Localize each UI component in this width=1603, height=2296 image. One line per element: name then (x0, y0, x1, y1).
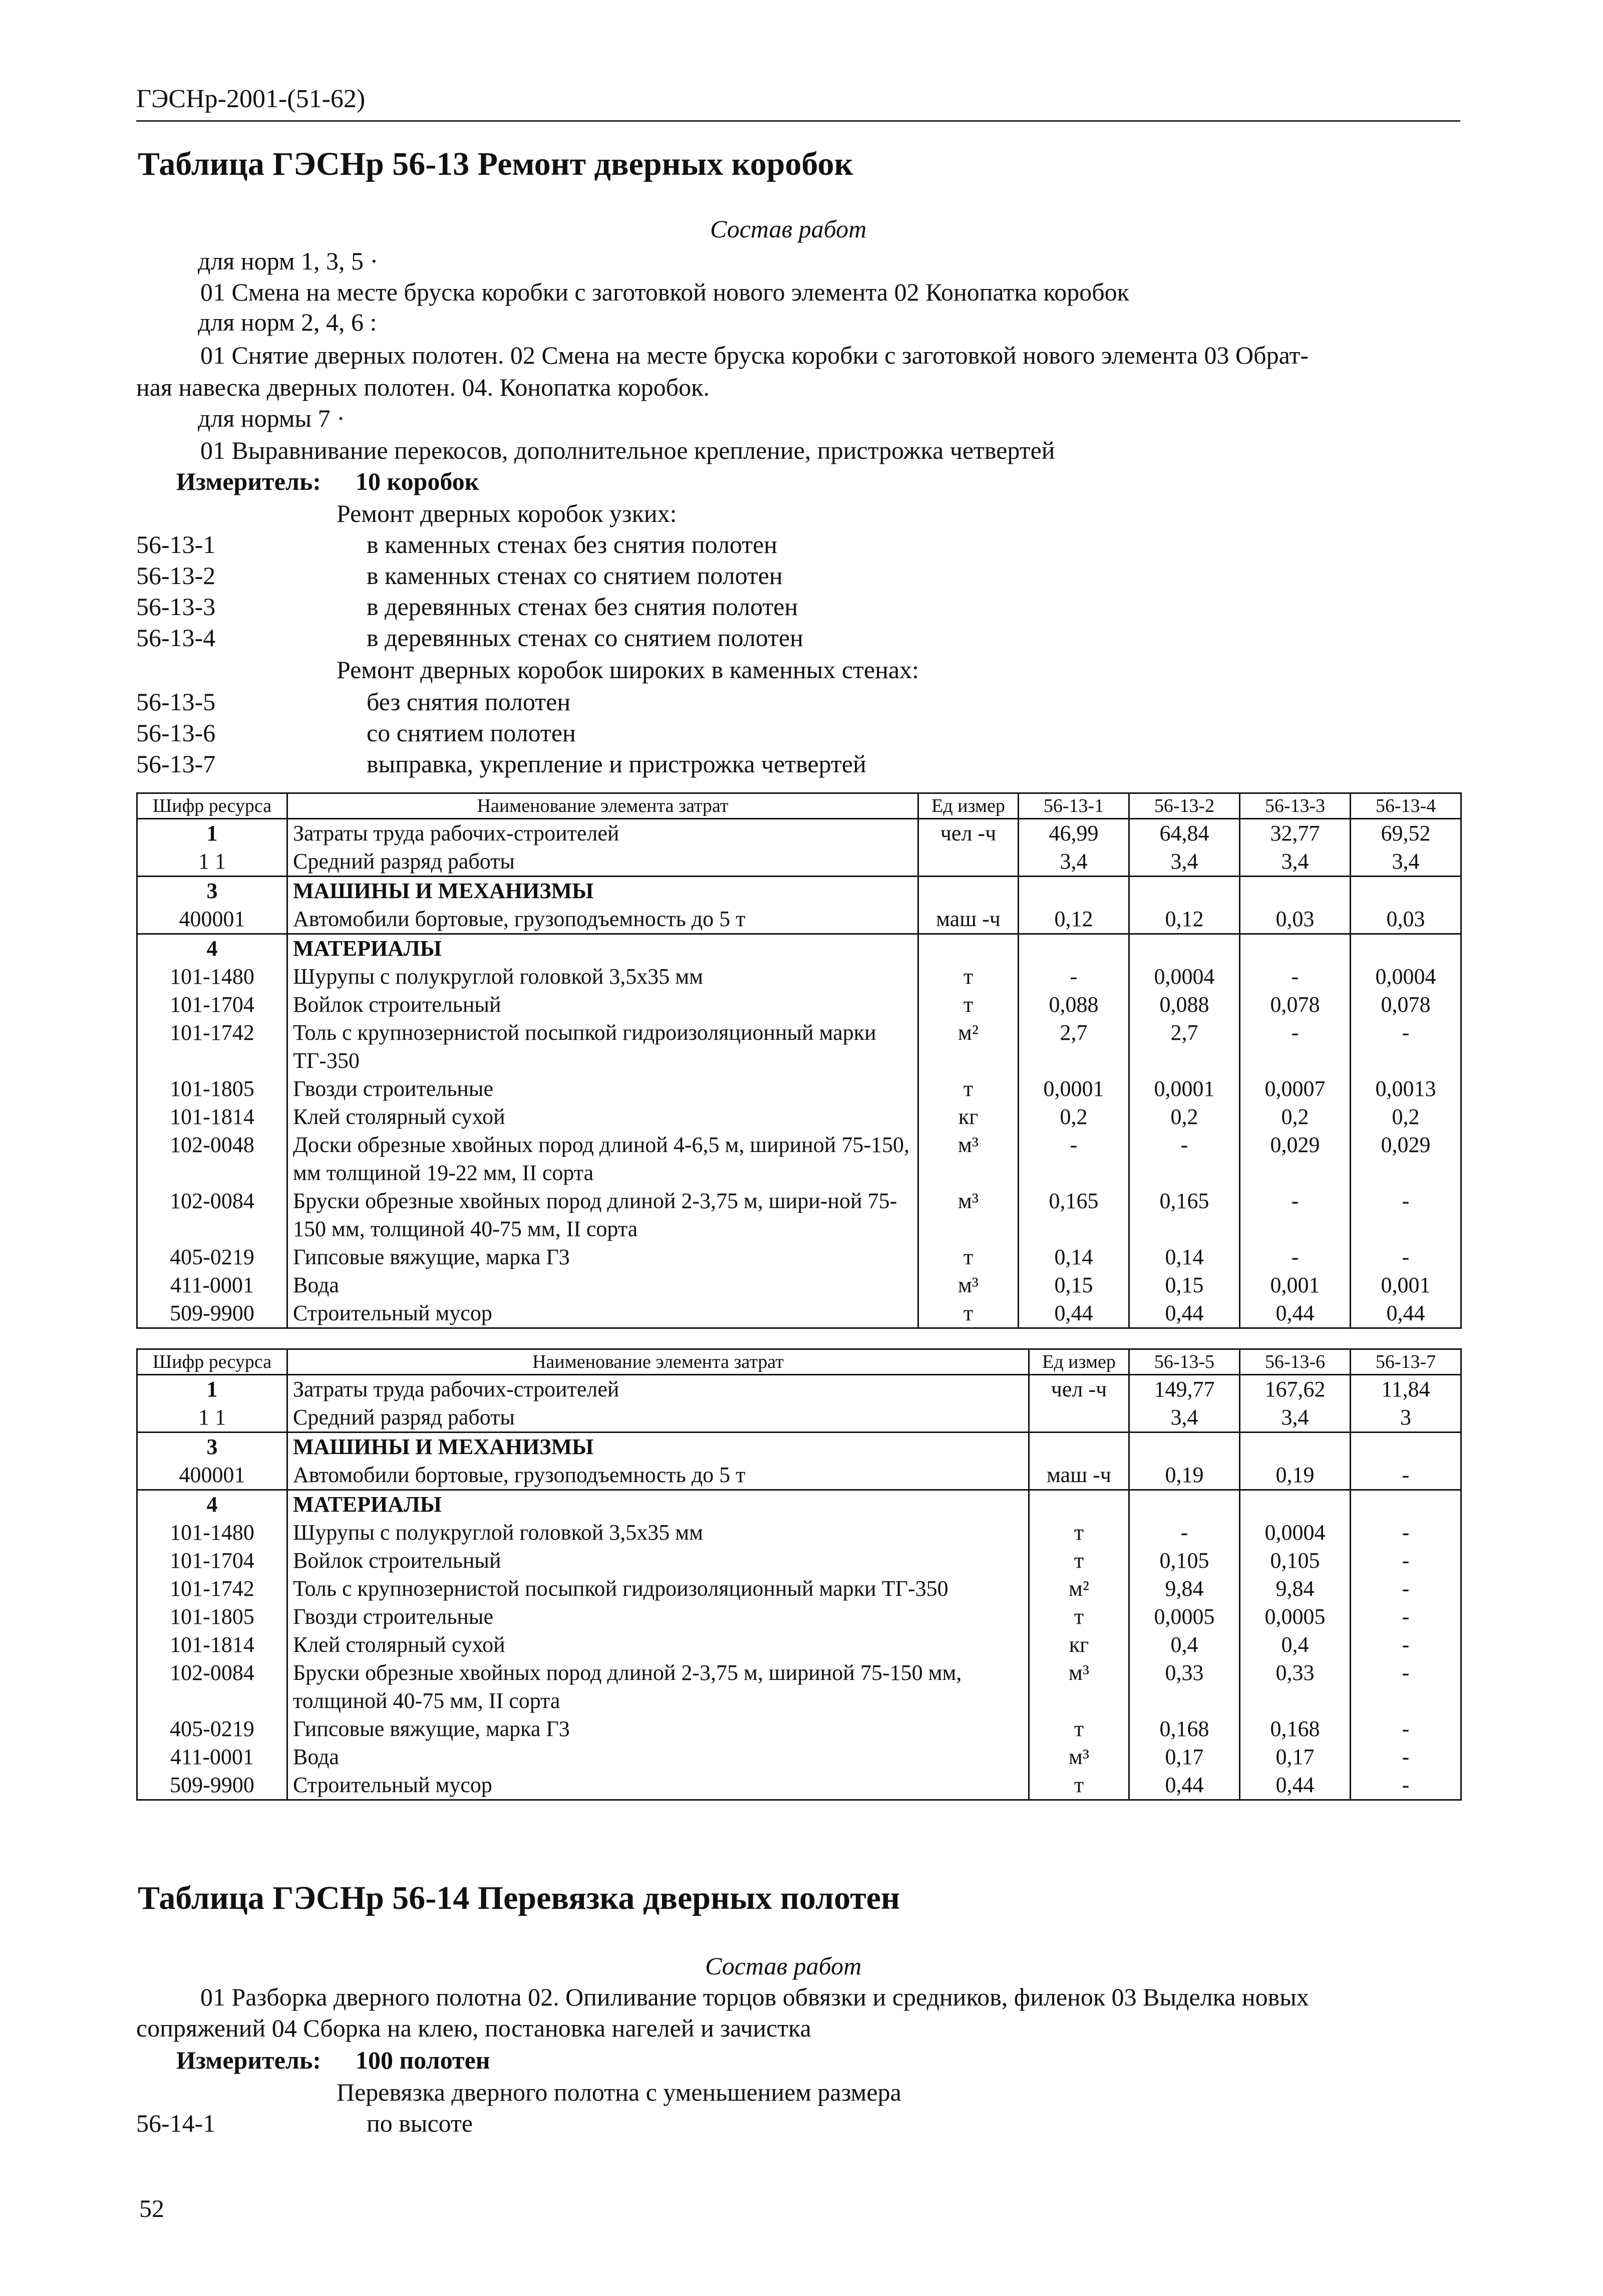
table-section-row (137, 1490, 1461, 1519)
cell-code: 3 (137, 877, 287, 906)
cell-code: 1 (137, 1375, 287, 1404)
cell-unit: т (1029, 1603, 1129, 1631)
cell-value: 0,0001 (1019, 1075, 1129, 1103)
cell-code: 411-0001 (137, 1743, 287, 1771)
table-row (137, 1243, 1461, 1271)
work-line: сопряжений 04 Сборка на клею, постановка нагелей и зачистка (136, 2014, 811, 2042)
cell-value: 9,84 (1240, 1575, 1351, 1603)
cell-code: 102-0048 (137, 1131, 287, 1187)
norm-group-heading: Перевязка дверного полотна с уменьшением размера (337, 2078, 901, 2106)
cell-value: - (1351, 1187, 1461, 1243)
cell-value: 0,0001 (1129, 1075, 1240, 1103)
work-line: для нормы 7 · (198, 404, 345, 432)
table-row (137, 1131, 1461, 1187)
cell-code: 101-1805 (137, 1075, 287, 1103)
cell-value: 149,77 (1129, 1375, 1240, 1404)
table-row (137, 1103, 1461, 1131)
cell-code: 102-0084 (137, 1659, 287, 1715)
cell-code: 400001 (137, 1461, 287, 1490)
cell-value: 3,4 (1129, 1403, 1240, 1432)
norm-code: 56-13-5 (136, 688, 216, 716)
cell-name: Строительный мусор (287, 1771, 1029, 1800)
work-line: 01 Разборка дверного полотна 02. Опиливание торцов обвязки и средников, филенок 03 Выделка новых (200, 1983, 1309, 2011)
cell-value: 0,088 (1129, 991, 1240, 1019)
cell-value: 64,84 (1129, 819, 1240, 848)
col-header: 56-13-5 (1129, 1349, 1240, 1375)
cell-value: 0,17 (1129, 1743, 1240, 1771)
table-56-14-title: Таблица ГЭСНр 56-14 Перевязка дверных полотен (138, 1880, 900, 1916)
norm-code: 56-13-3 (136, 593, 216, 621)
cell-value: 0,14 (1019, 1243, 1129, 1271)
cell-code: 102-0084 (137, 1187, 287, 1243)
col-header: 56-13-6 (1240, 1349, 1351, 1375)
measure-label: Измеритель: (176, 467, 322, 495)
cell-value: - (1129, 1131, 1240, 1187)
cell-value: 0,105 (1240, 1547, 1351, 1575)
table-row (137, 1187, 1461, 1243)
cell-value: 0,44 (1129, 1771, 1240, 1800)
cell-value: 0,2 (1240, 1103, 1351, 1131)
norm-code: 56-13-4 (136, 624, 216, 652)
cell-value: - (1351, 1019, 1461, 1075)
cell-value: - (1129, 1519, 1240, 1547)
cell-value: 0,03 (1240, 905, 1351, 934)
cell-code: 509-9900 (137, 1771, 287, 1800)
cell-value: 3 (1351, 1403, 1461, 1432)
norm-code: 56-14-1 (136, 2109, 216, 2137)
cell-value: - (1351, 1631, 1461, 1659)
cell-code: 4 (137, 934, 287, 963)
cell-code: 405-0219 (137, 1243, 287, 1271)
cell-name: Толь с крупнозернистой посыпкой гидроизоляционный марки ТГ-350 (287, 1019, 918, 1075)
cell-name: Вода (287, 1271, 918, 1299)
work-line: для норм 2, 4, 6 : (198, 308, 377, 336)
running-header: ГЭСНр-2001-(51-62) (136, 85, 366, 113)
sostav-heading-2: Состав работ (705, 1952, 862, 1980)
cell-value: 0,2 (1019, 1103, 1129, 1131)
cell-unit: чел -ч (918, 819, 1019, 848)
cell-code: 101-1704 (137, 1547, 287, 1575)
col-header: Шифр ресурса (137, 1349, 287, 1375)
norm-code: 56-13-2 (136, 561, 216, 590)
cell-value: 46,99 (1019, 819, 1129, 848)
cell-value: 0,33 (1240, 1659, 1351, 1715)
col-header: Шифр ресурса (137, 793, 287, 819)
cell-name: Гипсовые вяжущие, марка Г3 (287, 1715, 1029, 1743)
table-56-13-title: Таблица ГЭСНр 56-13 Ремонт дверных коробок (138, 146, 853, 182)
norm-group-heading: Ремонт дверных коробок узких: (337, 499, 677, 527)
cell-value: 0,0005 (1240, 1603, 1351, 1631)
norm-text: в деревянных стенах без снятия полотен (367, 593, 798, 621)
cell-code: 509-9900 (137, 1299, 287, 1328)
cell-unit: т (1029, 1547, 1129, 1575)
cell-name: Средний разряд работы (287, 847, 918, 877)
table-row (137, 1715, 1461, 1743)
cell-name: Автомобили бортовые, грузоподъемность до 5 т (287, 1461, 1029, 1490)
cell-code: 411-0001 (137, 1271, 287, 1299)
col-header: Наименование элемента затрат (287, 793, 918, 819)
work-line: для норм 1, 3, 5 · (198, 247, 379, 275)
table-section-row (137, 1432, 1461, 1462)
cell-value: 3,4 (1240, 847, 1351, 877)
cell-unit: маш -ч (918, 905, 1019, 934)
sostav-heading-1: Состав работ (710, 215, 867, 243)
cell-code: 1 1 (137, 1403, 287, 1432)
cell-name: Гипсовые вяжущие, марка Г3 (287, 1243, 918, 1271)
cell-value: 0,078 (1351, 991, 1461, 1019)
cell-unit: м³ (918, 1271, 1019, 1299)
table-row (137, 819, 1461, 848)
cell-unit: м² (918, 1019, 1019, 1075)
cell-value: - (1351, 1461, 1461, 1490)
cell-unit: т (918, 963, 1019, 991)
cell-value: 0,2 (1351, 1103, 1461, 1131)
cell-value: 0,4 (1240, 1631, 1351, 1659)
resource-table-2 (136, 1348, 1462, 1801)
col-header: 56-13-4 (1351, 793, 1461, 819)
cell-unit: м³ (1029, 1743, 1129, 1771)
cell-name: Клей столярный сухой (287, 1103, 918, 1131)
resource-table-1 (136, 792, 1462, 1329)
norm-code: 56-13-6 (136, 719, 216, 747)
cell-value: 0,17 (1240, 1743, 1351, 1771)
table-row (137, 1461, 1461, 1490)
col-header: Ед измер (1029, 1349, 1129, 1375)
cell-name: Доски обрезные хвойных пород длиной 4-6,5 м, шириной 75-150, мм толщиной 19-22 мм, II сорта (287, 1131, 918, 1187)
cell-value: 0,001 (1240, 1271, 1351, 1299)
table-row (137, 847, 1461, 877)
cell-value: 0,165 (1129, 1187, 1240, 1243)
cell-code: 101-1814 (137, 1631, 287, 1659)
cell-section-name: МАШИНЫ И МЕХАНИЗМЫ (287, 1432, 1029, 1462)
col-header: 56-13-7 (1351, 1349, 1461, 1375)
cell-section-name: МАТЕРИАЛЫ (287, 934, 918, 963)
cell-unit: т (1029, 1715, 1129, 1743)
cell-unit: м² (1029, 1575, 1129, 1603)
cell-code: 4 (137, 1490, 287, 1519)
cell-value: 0,078 (1240, 991, 1351, 1019)
cell-code: 101-1814 (137, 1103, 287, 1131)
cell-value: - (1240, 1187, 1351, 1243)
norm-code: 56-13-1 (136, 530, 216, 558)
cell-unit: кг (918, 1103, 1019, 1131)
cell-value: 0,029 (1351, 1131, 1461, 1187)
table-row (137, 1547, 1461, 1575)
cell-name: Строительный мусор (287, 1299, 918, 1328)
page-number: 52 (139, 2194, 164, 2222)
cell-value: 3,4 (1019, 847, 1129, 877)
cell-code: 3 (137, 1432, 287, 1462)
cell-value: 0,029 (1240, 1131, 1351, 1187)
cell-name: Бруски обрезные хвойных пород длиной 2-3,75 м, шириной 75-150 мм, толщиной 40-75 мм, II сорта (287, 1659, 1029, 1715)
cell-code: 1 (137, 819, 287, 848)
cell-unit: чел -ч (1029, 1375, 1129, 1404)
norm-text: в деревянных стенах со снятием полотен (367, 624, 803, 652)
cell-name: Войлок строительный (287, 1547, 1029, 1575)
cell-name: Автомобили бортовые, грузоподъемность до 5 т (287, 905, 918, 934)
norm-text: выправка, укрепление и пристрожка четвертей (367, 750, 866, 778)
table-row (137, 1631, 1461, 1659)
cell-value: 0,03 (1351, 905, 1461, 934)
measure-label: Измеритель: (176, 2046, 322, 2074)
cell-value: 0,19 (1240, 1461, 1351, 1490)
cell-unit: кг (1029, 1631, 1129, 1659)
cell-name: Шурупы с полукруглой головкой 3,5x35 мм (287, 1519, 1029, 1547)
cell-code: 405-0219 (137, 1715, 287, 1743)
norm-text: в каменных стенах со снятием полотен (367, 561, 783, 590)
col-header: 56-13-3 (1240, 793, 1351, 819)
cell-section-name: МАШИНЫ И МЕХАНИЗМЫ (287, 877, 918, 906)
cell-value: 167,62 (1240, 1375, 1351, 1404)
cell-value: - (1351, 1715, 1461, 1743)
col-header: 56-13-1 (1019, 793, 1129, 819)
work-line: 01 Снятие дверных полотен. 02 Смена на месте бруска коробки с заготовкой нового элемента 03 Обрат- (200, 341, 1309, 369)
cell-value: 0,0005 (1129, 1603, 1240, 1631)
cell-value: 0,15 (1019, 1271, 1129, 1299)
table-section-row (137, 934, 1461, 963)
table-row (137, 1743, 1461, 1771)
cell-name: Клей столярный сухой (287, 1631, 1029, 1659)
table-row (137, 905, 1461, 934)
table-row (137, 991, 1461, 1019)
table-row (137, 1075, 1461, 1103)
cell-value: 0,33 (1129, 1659, 1240, 1715)
cell-value: 2,7 (1019, 1019, 1129, 1075)
cell-value: - (1240, 1243, 1351, 1271)
cell-value: 0,12 (1129, 905, 1240, 934)
work-line: 01 Выравнивание перекосов, дополнительное крепление, пристрожка четвертей (200, 436, 1055, 464)
cell-unit (1029, 1403, 1129, 1432)
cell-unit: м³ (918, 1131, 1019, 1187)
cell-name: Гвозди строительные (287, 1603, 1029, 1631)
cell-code: 101-1805 (137, 1603, 287, 1631)
cell-value: 0,12 (1019, 905, 1129, 934)
cell-value: - (1351, 1243, 1461, 1271)
cell-value: 0,14 (1129, 1243, 1240, 1271)
cell-name: Шурупы с полукруглой головкой 3,5x35 мм (287, 963, 918, 991)
norm-group-heading: Ремонт дверных коробок широких в каменных стенах: (337, 656, 919, 684)
table-row (137, 1659, 1461, 1715)
cell-value: 0,0004 (1351, 963, 1461, 991)
cell-value: 0,44 (1019, 1299, 1129, 1328)
cell-value: 0,2 (1129, 1103, 1240, 1131)
col-header: Ед измер (918, 793, 1019, 819)
cell-unit: м³ (918, 1187, 1019, 1243)
table-row (137, 1019, 1461, 1075)
cell-code: 101-1704 (137, 991, 287, 1019)
cell-section-name: МАТЕРИАЛЫ (287, 1490, 1029, 1519)
cell-value: - (1019, 1131, 1129, 1187)
work-line: 01 Смена на месте бруска коробки с заготовкой нового элемента 02 Конопатка коробок (200, 278, 1129, 306)
cell-value: 0,15 (1129, 1271, 1240, 1299)
table-row (137, 1603, 1461, 1631)
norm-text: в каменных стенах без снятия полотен (367, 530, 778, 558)
cell-value: 0,4 (1129, 1631, 1240, 1659)
norm-text: без снятия полотен (367, 688, 571, 716)
cell-name: Бруски обрезные хвойных пород длиной 2-3,75 м, шири-ной 75-150 мм, толщиной 40-75 мм, II сорта (287, 1187, 918, 1243)
cell-value: 0,105 (1129, 1547, 1240, 1575)
cell-unit: т (918, 991, 1019, 1019)
cell-value: 0,168 (1240, 1715, 1351, 1743)
cell-value: 32,77 (1240, 819, 1351, 848)
cell-value: - (1351, 1603, 1461, 1631)
cell-value: 3,4 (1240, 1403, 1351, 1432)
cell-name: Вода (287, 1743, 1029, 1771)
cell-name: Гвозди строительные (287, 1075, 918, 1103)
cell-value: 0,44 (1351, 1299, 1461, 1328)
cell-unit: т (1029, 1771, 1129, 1800)
cell-unit: т (1029, 1519, 1129, 1547)
table-section-row (137, 877, 1461, 906)
cell-name: Средний разряд работы (287, 1403, 1029, 1432)
norm-text: по высоте (367, 2109, 473, 2137)
cell-value: 0,44 (1240, 1771, 1351, 1800)
table-row (137, 1299, 1461, 1328)
cell-value: 3,4 (1351, 847, 1461, 877)
cell-value: - (1351, 1547, 1461, 1575)
cell-value: 69,52 (1351, 819, 1461, 848)
cell-code: 1 1 (137, 847, 287, 877)
cell-value: - (1351, 1519, 1461, 1547)
cell-value: 0,19 (1129, 1461, 1240, 1490)
cell-value: - (1351, 1659, 1461, 1715)
measure-value: 10 коробок (356, 467, 479, 495)
col-header: Наименование элемента затрат (287, 1349, 1029, 1375)
cell-value: 0,001 (1351, 1271, 1461, 1299)
cell-unit: м³ (1029, 1659, 1129, 1715)
col-header: 56-13-2 (1129, 793, 1240, 819)
cell-value: 0,0004 (1129, 963, 1240, 991)
cell-value: - (1240, 1019, 1351, 1075)
norm-code: 56-13-7 (136, 750, 216, 778)
cell-code: 101-1480 (137, 963, 287, 991)
cell-name: Затраты труда рабочих-строителей (287, 819, 918, 848)
table-row (137, 1575, 1461, 1603)
cell-value: - (1240, 963, 1351, 991)
cell-value: 11,84 (1351, 1375, 1461, 1404)
table-row (137, 1771, 1461, 1800)
cell-code: 101-1742 (137, 1575, 287, 1603)
cell-value: - (1351, 1771, 1461, 1800)
cell-value: - (1351, 1743, 1461, 1771)
cell-value: 0,165 (1019, 1187, 1129, 1243)
cell-unit: т (918, 1075, 1019, 1103)
cell-value: 3,4 (1129, 847, 1240, 877)
cell-unit: маш -ч (1029, 1461, 1129, 1490)
table-row (137, 1403, 1461, 1432)
cell-value: 9,84 (1129, 1575, 1240, 1603)
cell-value: 0,168 (1129, 1715, 1240, 1743)
cell-code: 101-1742 (137, 1019, 287, 1075)
cell-value: 0,0004 (1240, 1519, 1351, 1547)
table-row (137, 1519, 1461, 1547)
header-rule (136, 120, 1460, 122)
cell-code: 101-1480 (137, 1519, 287, 1547)
cell-value: 0,088 (1019, 991, 1129, 1019)
norm-text: со снятием полотен (367, 719, 576, 747)
table-row (137, 1271, 1461, 1299)
cell-name: Толь с крупнозернистой посыпкой гидроизоляционный марки ТГ-350 (287, 1575, 1029, 1603)
cell-code: 400001 (137, 905, 287, 934)
cell-value: 2,7 (1129, 1019, 1240, 1075)
cell-name: Затраты труда рабочих-строителей (287, 1375, 1029, 1404)
measure-value: 100 полотен (356, 2046, 490, 2074)
table-row (137, 1375, 1461, 1404)
cell-value: 0,0013 (1351, 1075, 1461, 1103)
cell-value: 0,44 (1240, 1299, 1351, 1328)
cell-unit: т (918, 1243, 1019, 1271)
cell-value: 0,0007 (1240, 1075, 1351, 1103)
cell-name: Войлок строительный (287, 991, 918, 1019)
cell-unit (918, 847, 1019, 877)
cell-value: - (1019, 963, 1129, 991)
cell-unit: т (918, 1299, 1019, 1328)
cell-value: - (1351, 1575, 1461, 1603)
cell-value: 0,44 (1129, 1299, 1240, 1328)
work-line: ная навеска дверных полотен. 04. Конопатка коробок. (136, 373, 710, 401)
table-row (137, 963, 1461, 991)
